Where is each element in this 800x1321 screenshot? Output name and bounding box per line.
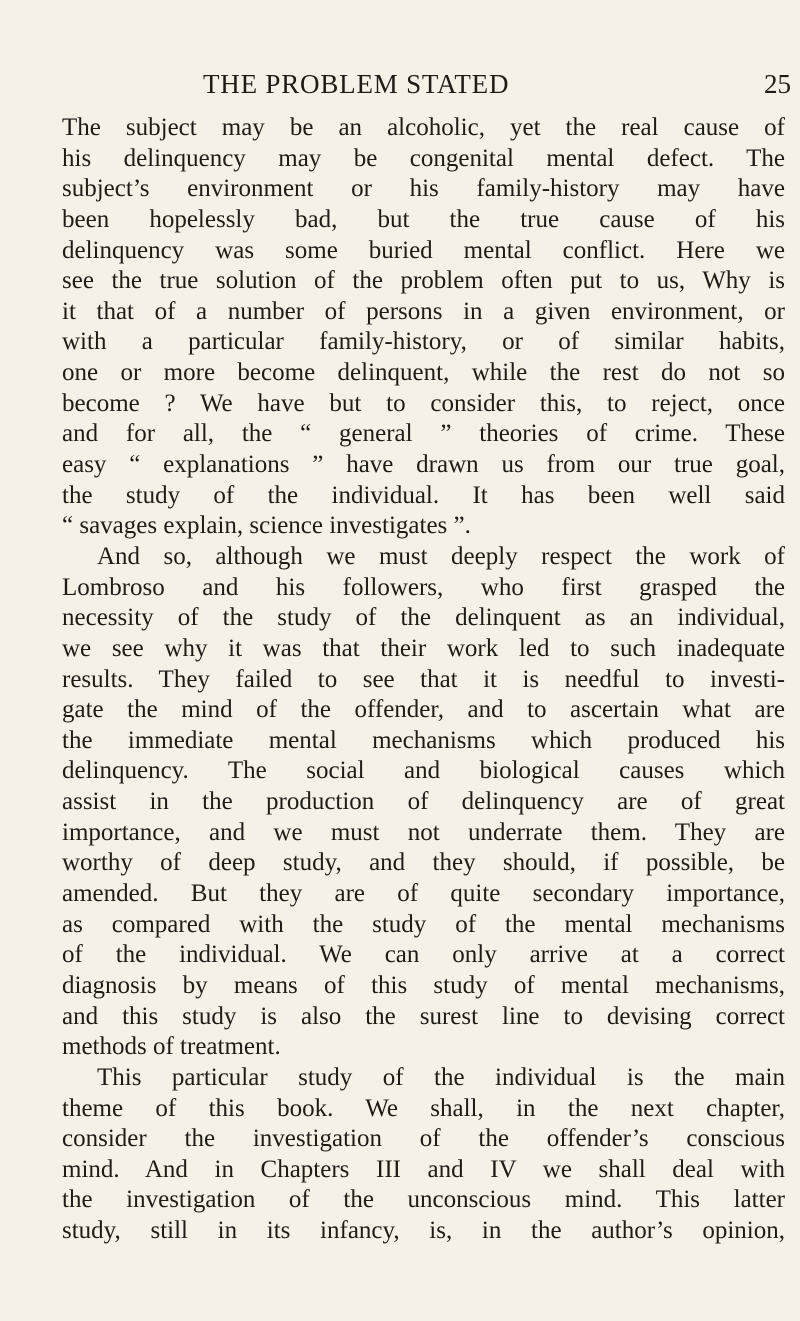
text-line: diagnosis by means of this study of mental mechanisms, <box>62 971 785 999</box>
text-line: mind. And in Chapters III and IV we shall deal with <box>62 1155 785 1183</box>
body-text <box>62 113 785 1247</box>
text-line: it that of a number of persons in a given environment, or <box>62 297 785 325</box>
text-line: study, still in its infancy, is, in the author’s opinion, <box>62 1217 785 1245</box>
text-line: his delinquency may be congenital mental defect. The <box>62 144 785 172</box>
text-line: importance, and we must not underrate them. They are <box>62 818 785 846</box>
page-header <box>203 64 791 104</box>
text-line: consider the investigation of the offender’s conscious <box>62 1125 785 1153</box>
text-line: become ? We have but to consider this, to reject, once <box>62 389 785 417</box>
text-line: assist in the production of delinquency are of great <box>62 788 785 816</box>
text-line: and for all, the “ general ” theories of crime. These <box>62 420 785 448</box>
text-line: as compared with the study of the mental mechanisms <box>62 910 785 938</box>
text-line: of the individual. We can only arrive at a correct <box>62 941 785 969</box>
text-line: methods of treatment. <box>62 1033 281 1061</box>
text-line: see the true solution of the problem often put to us, Why is <box>62 267 785 295</box>
text-line: easy “ explanations ” have drawn us from our true goal, <box>62 451 785 479</box>
text-line: Lombroso and his followers, who first grasped the <box>62 573 785 601</box>
text-line: and this study is also the surest line to devising correct <box>62 1002 785 1030</box>
page-number: 25 <box>764 69 791 99</box>
text-line: delinquency. The social and biological causes which <box>62 757 785 785</box>
text-line: delinquency was some buried mental conflict. Here we <box>62 236 785 264</box>
text-line: the investigation of the unconscious mind. This latter <box>62 1186 785 1214</box>
text-line: The subject may be an alcoholic, yet the real cause of <box>62 114 785 141</box>
text-line: the study of the individual. It has been well said <box>62 481 785 509</box>
text-line: And so, although we must deeply respect the work of <box>97 542 785 570</box>
text-line: subject’s environment or his family-history may have <box>62 175 785 203</box>
text-line: necessity of the study of the delinquent as an individual, <box>62 604 785 632</box>
text-line: theme of this book. We shall, in the next chapter, <box>62 1094 785 1122</box>
text-line: amended. But they are of quite secondary importance, <box>62 880 785 908</box>
text-line: results. They failed to see that it is needful to investi- <box>62 665 785 693</box>
text-line: the immediate mental mechanisms which produced his <box>62 726 785 754</box>
text-line: been hopelessly bad, but the true cause of his <box>62 205 785 233</box>
running-title: THE PROBLEM STATED <box>203 69 510 99</box>
text-line: worthy of deep study, and they should, if possible, be <box>62 849 785 877</box>
text-line: one or more become delinquent, while the rest do not so <box>62 359 785 387</box>
text-line: with a particular family-history, or of similar habits, <box>62 328 785 356</box>
text-line: This particular study of the individual is the main <box>97 1063 785 1091</box>
text-line: we see why it was that their work led to such inadequate <box>62 634 785 662</box>
text-line: gate the mind of the offender, and to ascertain what are <box>62 696 785 724</box>
text-line: “ savages explain, science investigates ”. <box>62 512 471 540</box>
